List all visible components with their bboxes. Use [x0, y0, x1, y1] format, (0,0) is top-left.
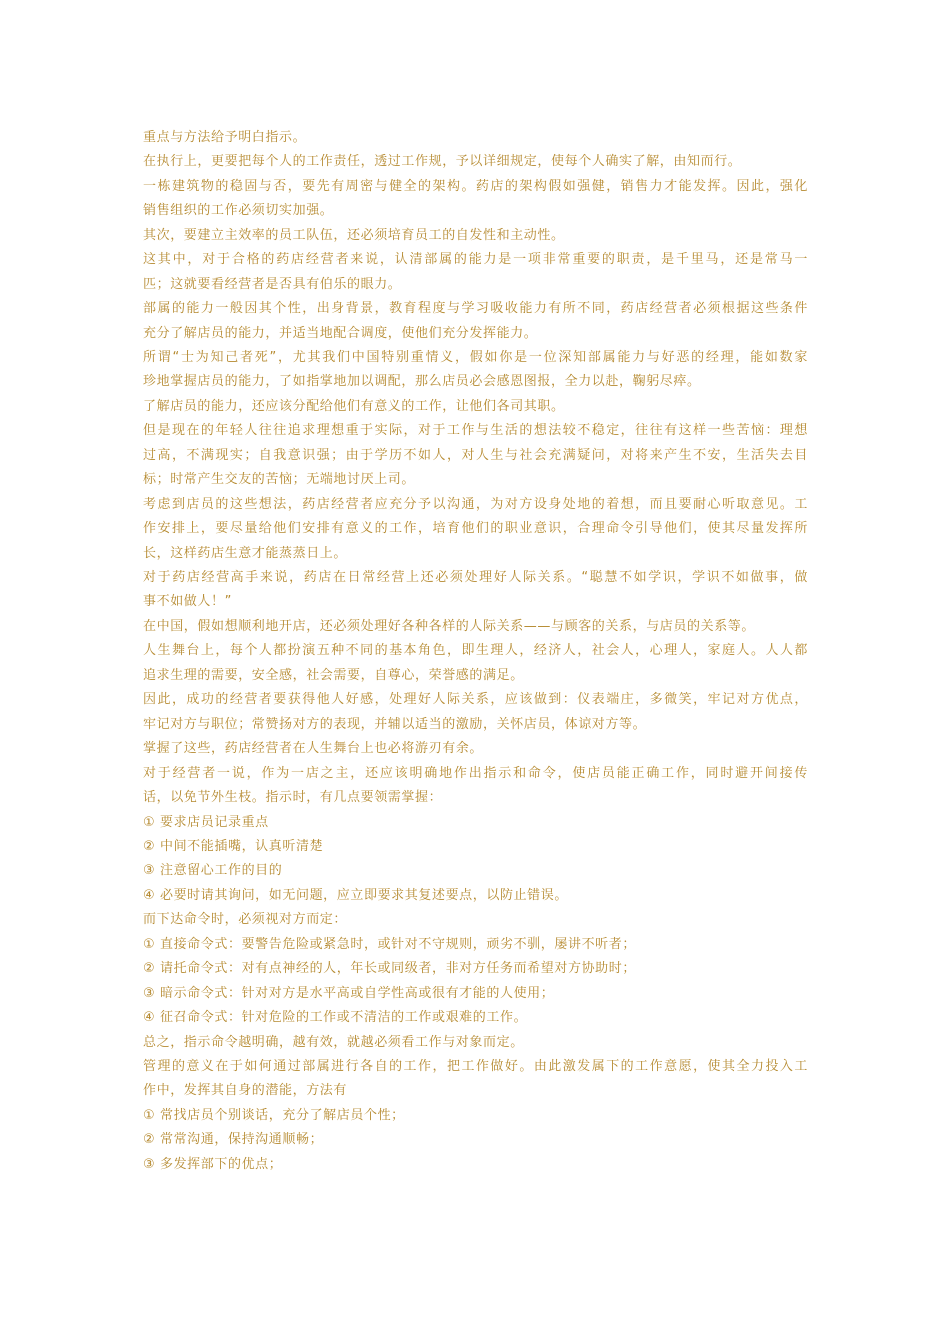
text-line: ① 要求店员记录重点 [143, 814, 269, 830]
text-line: ③ 暗示命令式：针对对方是水平高或自学性高或很有才能的人使用； [143, 985, 555, 1001]
text-line: 标；时常产生交友的苦恼；无端地讨厌上司。 [143, 472, 416, 488]
text-line: ① 常找店员个别谈话，充分了解店员个性； [143, 1107, 405, 1123]
text-line: 长，这样药店生意才能蒸蒸日上。 [143, 545, 348, 561]
text-line: ② 常常沟通，保持沟通顺畅； [143, 1132, 324, 1148]
text-line: 总之，指示命令越明确，越有效，就越必须看工作与对象而定。 [143, 1034, 524, 1050]
text-line: 了解店员的能力，还应该分配给他们有意义的工作，让他们各司其职。 [143, 398, 565, 414]
text-line: 匹；这就要看经营者是否具有伯乐的眼力。 [143, 276, 402, 292]
document-body [143, 126, 808, 1177]
text-line: 作安排上，要尽量给他们安排有意义的工作，培育他们的职业意识，合理命令引导他们，使其尽量发挥所 [143, 521, 808, 537]
text-line: 在中国，假如想顺利地开店，还必须处理好各种各样的人际关系——与顾客的关系，与店员的关系等。 [143, 618, 756, 634]
text-line: ④ 必要时请其询问，如无问题，应立即要求其复述要点，以防止错误。 [143, 887, 568, 903]
text-line: 过高，不满现实；自我意识强；由于学历不如人，对人生与社会充满疑问，对将来产生不安，生活失去目 [143, 447, 808, 463]
text-line: 考虑到店员的这些想法，药店经营者应充分予以沟通，为对方设身处地的着想，而且要耐心听取意见。工 [143, 496, 808, 512]
text-line: 作中，发挥其自身的潜能，方法有 [143, 1083, 348, 1099]
text-line: ③ 注意留心工作的目的 [143, 863, 283, 879]
text-line: 事不如做人！” [143, 594, 232, 610]
text-line: 牢记对方与职位；常赞扬对方的表现，并辅以适当的激励，关怀店员，体谅对方等。 [143, 716, 647, 732]
text-line: 管理的意义在于如何通过部属进行各自的工作，把工作做好。由此激发属下的工作意愿，使其全力投入工 [143, 1059, 808, 1075]
text-line: 重点与方法给予明白指示。 [143, 130, 307, 145]
text-line: 充分了解店员的能力，并适当地配合调度，使他们充分发挥能力。 [143, 325, 538, 341]
text-line: 所谓“士为知己者死”，尤其我们中国特别重情义，假如你是一位深知部属能力与好恶的经理，能如数家 [143, 350, 808, 366]
text-line: 人生舞台上，每个人都扮演五种不同的基本角色，即生理人，经济人，社会人，心理人，家庭人。人人都 [143, 643, 808, 659]
text-line: 这其中，对于合格的药店经营者来说，认清部属的能力是一项非常重要的职责，是千里马，还是常马一 [143, 252, 808, 268]
text-line: ③ 多发挥部下的优点； [143, 1156, 283, 1172]
text-line: 一栋建筑物的稳固与否，要先有周密与健全的架构。药店的架构假如强健，销售力才能发挥。因此，强化 [143, 178, 808, 194]
text-line: ② 请托命令式：对有点神经的人，年长或同级者，非对方任务而希望对方协助时； [143, 961, 636, 977]
text-line: 而下达命令时，必须视对方而定： [143, 912, 348, 928]
text-line: ④ 征召命令式：针对危险的工作或不清洁的工作或艰难的工作。 [143, 1010, 528, 1026]
text-line: 因此，成功的经营者要获得他人好感，处理好人际关系，应该做到：仪表端庄，多微笑，牢记对方优点， [143, 692, 808, 708]
text-line: 珍地掌握店员的能力，了如指掌地加以调配，那么店员必会感恩图报，全力以赴，鞠躬尽瘁。 [143, 374, 701, 390]
text-line: 但是现在的年轻人往往追求理想重于实际，对于工作与生活的想法较不稳定，往往有这样一些苦恼：理想 [143, 423, 808, 439]
text-line: 其次，要建立主效率的员工队伍，还必须培育员工的自发性和主动性。 [143, 227, 565, 243]
text-line: ① 直接命令式：要警告危险或紧急时，或针对不守规则，顽劣不驯，屡讲不听者； [143, 936, 636, 952]
text-line: 对于经营者一说，作为一店之主，还应该明确地作出指示和命令，使店员能正确工作，同时避开间接传 [143, 765, 808, 781]
text-line: 掌握了这些，药店经营者在人生舞台上也必将游刃有余。 [143, 741, 484, 757]
text-line: 销售组织的工作必须切实加强。 [143, 203, 334, 219]
text-line: 追求生理的需要，安全感，社会需要，自尊心，荣誉感的满足。 [143, 667, 524, 683]
text-line: 部属的能力一般因其个性，出身背景，教育程度与学习吸收能力有所不同，药店经营者必须根据这些条件 [143, 301, 808, 317]
text-line: 在执行上，更要把每个人的工作责任，透过工作规，予以详细规定，使每个人确实了解，由知而行。 [143, 154, 742, 170]
text-line: 话，以免节外生枝。指示时，有几点要领需掌握： [143, 790, 443, 806]
text-line: ② 中间不能插嘴，认真听清楚 [143, 838, 324, 854]
text-line: 对于药店经营高手来说，药店在日常经营上还必须处理好人际关系。“聪慧不如学识，学识不如做事，做 [143, 570, 808, 586]
